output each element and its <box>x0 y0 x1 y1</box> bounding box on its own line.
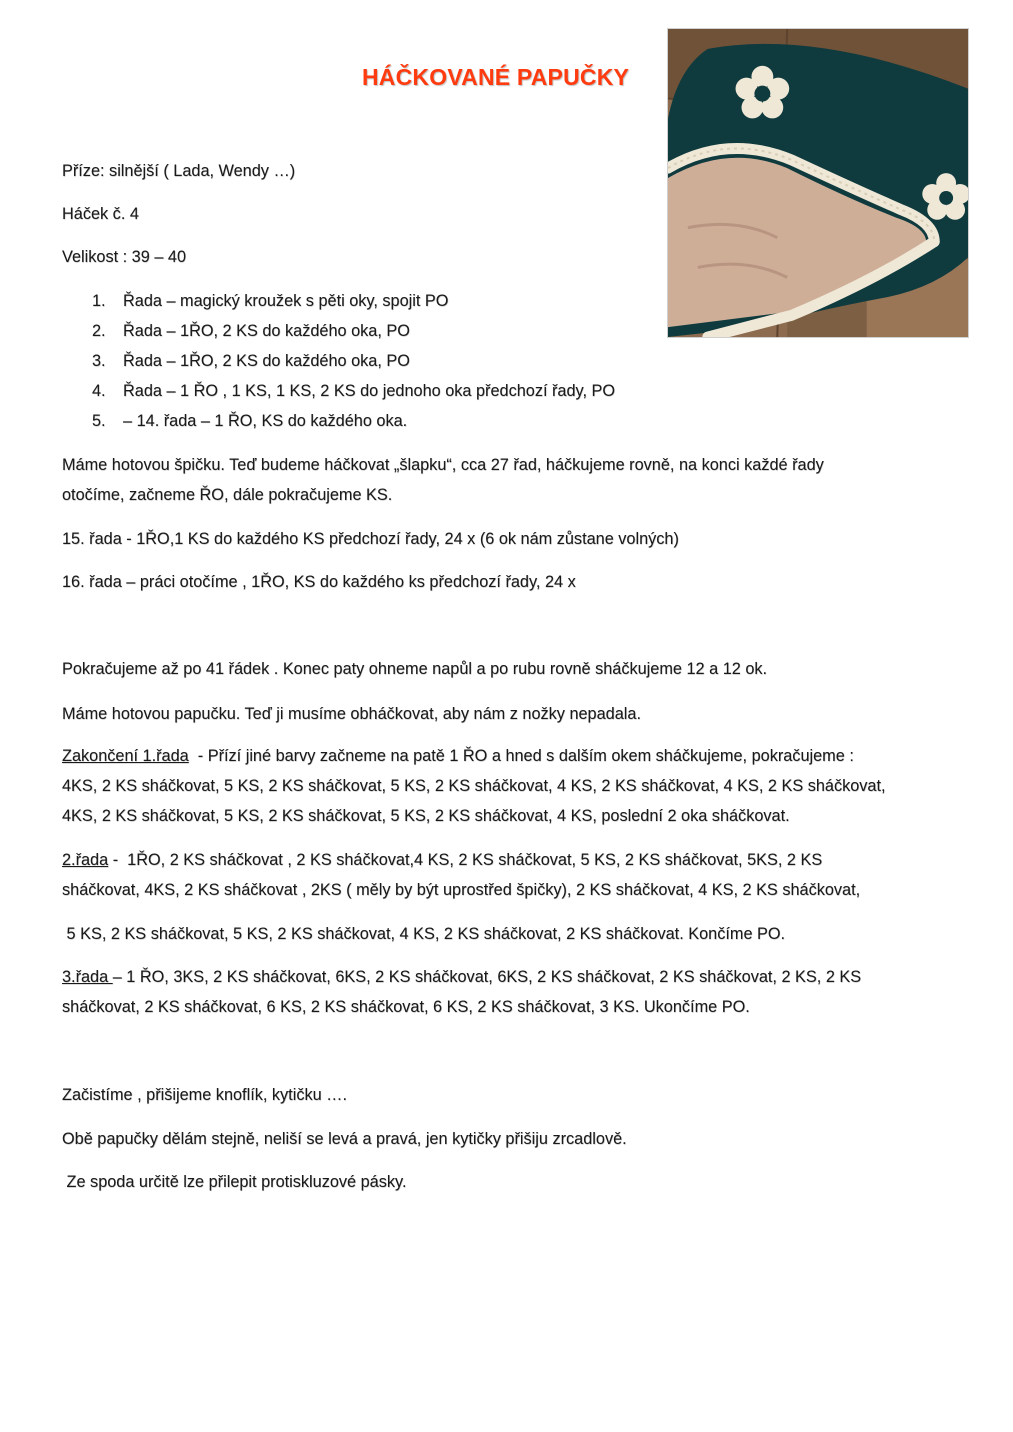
yarn-info: Příze: silnější ( Lada, Wendy …) <box>62 162 296 180</box>
list-item-number: 5. <box>92 412 106 430</box>
row-16: 16. řada – práci otočíme , 1ŘO, KS do každého ks předchozí řady, 24 x <box>62 573 576 591</box>
paragraph-spicka-line2: otočíme, začneme ŘO, dále pokračujeme KS. <box>62 486 393 504</box>
hook-info: Háček č. 4 <box>62 205 139 223</box>
list-item-text: Řada – 1 ŘO , 1 KS, 1 KS, 2 KS do jednoho oka předchozí řady, PO <box>123 382 616 400</box>
finish-row-1-line1 <box>62 746 854 766</box>
finish-row-3-text: – 1 ŘO, 3KS, 2 KS sháčkovat, 6KS, 2 KS sháčkovat, 6KS, 2 KS sháčkovat, 2 KS sháčkovat, 2 KS, 2 KS <box>112 968 862 986</box>
list-item-number: 3. <box>92 352 106 370</box>
list-item-number: 2. <box>92 322 106 340</box>
closing-line2: Obě papučky dělám stejně, neliší se levá a pravá, jen kytičky přišiju zrcadlově. <box>62 1130 627 1148</box>
slipper-photo-illustration <box>668 29 968 337</box>
page-title: HÁČKOVANÉ PAPUČKY <box>362 64 630 90</box>
list-item-text: – 14. řada – 1 ŘO, KS do každého oka. <box>123 412 408 430</box>
list-item-text: Řada – magický kroužek s pěti oky, spojit PO <box>123 292 449 310</box>
finish-row-1-line2: 4KS, 2 KS sháčkovat, 5 KS, 2 KS sháčkovat, 5 KS, 2 KS sháčkovat, 4 KS, 2 KS sháčkovat, 4 KS, 2 KS sháčkovat, <box>62 777 886 795</box>
list-item-number: 4. <box>92 382 106 400</box>
paragraph-pata: Pokračujeme až po 41 řádek . Konec paty ohneme napůl a po rubu rovně sháčkujeme 12 a 12 ok. <box>62 660 768 678</box>
finish-row-3-line1 <box>62 967 861 987</box>
list-item <box>92 351 410 371</box>
finish-row-3-line2: sháčkovat, 2 KS sháčkovat, 6 KS, 2 KS sháčkovat, 6 KS, 2 KS sháčkovat, 3 KS. Ukončíme PO. <box>62 998 750 1016</box>
paragraph-hotovo: Máme hotovou papučku. Teď ji musíme obháčkovat, aby nám z nožky nepadala. <box>62 705 641 723</box>
finish-row-1-line3: 4KS, 2 KS sháčkovat, 5 KS, 2 KS sháčkovat, 5 KS, 2 KS sháčkovat, 4 KS, poslední 2 oka sháčkovat. <box>62 807 790 825</box>
list-item <box>92 291 448 311</box>
finish-row-2-line3: 5 KS, 2 KS sháčkovat, 5 KS, 2 KS sháčkovat, 4 KS, 2 KS sháčkovat, 2 KS sháčkovat. Končíme PO. <box>62 925 786 943</box>
list-item-text: Řada – 1ŘO, 2 KS do každého oka, PO <box>123 322 410 340</box>
slipper-photo <box>667 28 969 338</box>
row-15: 15. řada - 1ŘO,1 KS do každého KS předchozí řady, 24 x (6 ok nám zůstane volných) <box>62 530 679 548</box>
finish-row-2-text: - 1ŘO, 2 KS sháčkovat , 2 KS sháčkovat,4 KS, 2 KS sháčkovat, 5 KS, 2 KS sháčkovat, 5KS, 2 KS <box>108 851 823 869</box>
list-item-number: 1. <box>92 292 106 310</box>
finish-row-2-label: 2.řada <box>62 851 109 869</box>
finish-row-1-text: - Přízí jiné barvy začneme na patě 1 ŘO a hned s dalším okem sháčkujeme, pokračujeme : <box>188 747 854 765</box>
list-item-text: Řada – 1ŘO, 2 KS do každého oka, PO <box>123 352 410 370</box>
paragraph-spicka-line1: Máme hotovou špičku. Teď budeme háčkovat „šlapku“, cca 27 řad, háčkujeme rovně, na konci každé řady <box>62 456 824 474</box>
closing-line3: Ze spoda určitě lze přilepit protiskluzové pásky. <box>62 1173 407 1191</box>
list-item <box>92 381 615 401</box>
finish-row-2-line2: sháčkovat, 4KS, 2 KS sháčkovat , 2KS ( měly by být uprostřed špičky), 2 KS sháčkovat, 4 KS, 2 KS sháčkovat, <box>62 881 861 899</box>
finish-row-3-label: 3.řada <box>62 968 113 986</box>
list-item <box>92 411 407 431</box>
list-item <box>92 321 410 341</box>
closing-line1: Začistíme , přišijeme knoflík, kytičku …. <box>62 1086 347 1104</box>
finish-row-2-line1 <box>62 850 822 870</box>
size-info: Velikost : 39 – 40 <box>62 248 187 266</box>
finish-row-1-label: Zakončení 1.řada <box>62 747 189 765</box>
